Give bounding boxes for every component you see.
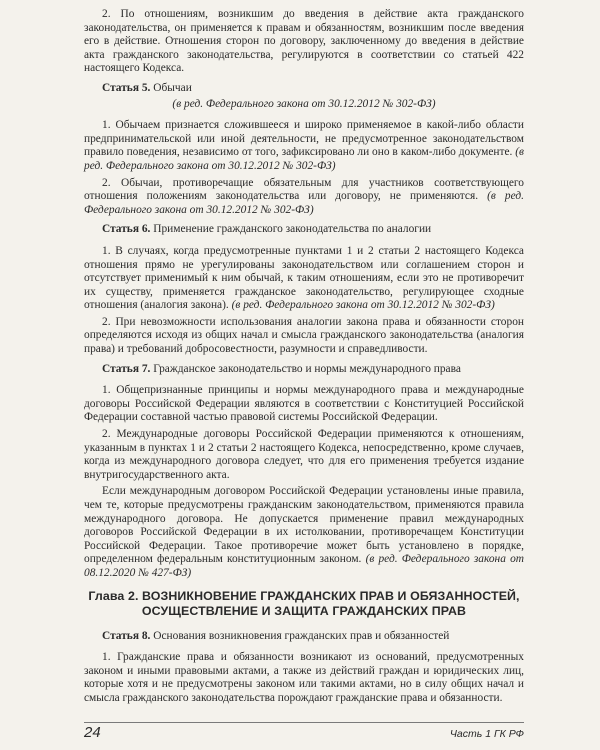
article-8-heading: Статья 8. Основания возникновения гражданских прав и обязанностей [102, 629, 450, 642]
paragraph-art6-2: 2. При невозможности использования аналогии закона права и обязанности сторон определяются исходя из общих начал и смысла гражданского законодательства (аналогия права) и требований добросовестности, разумности и справедливости. [84, 315, 524, 356]
page-number: 24 [84, 724, 101, 741]
paragraph-art7-3: Если международным договором Российской Федерации установлены иные правила, чем те, которые предусмотрены гражданским законодательством, применяются правила международного договора. Не допускается применение правил международных договоров Российской Федерации в их истолковании, противоречащем Конституции Российской Федерации. Такое противоречие может быть установлено в порядке, определенном федеральным конституционным законом. (в ред. Федерального закона от 08.12.2020 № 427-ФЗ) [84, 485, 524, 579]
paragraph-art7-2: 2. Международные договоры Российской Федерации применяются к отношениям, указанным в пунктах 1 и 2 статьи 2 настоящего Кодекса, непосредственно, кроме случаев, когда из международного договора следует, что для его применения требуется издание внутригосударственного акта. [84, 428, 524, 481]
paragraph-art5-2: 2. Обычаи, противоречащие обязательным для участников соответствующего отношения положениям законодательства или договору, не применяются. (в ред. Федерального закона от 30.12.2012 № 302-ФЗ) [84, 176, 524, 216]
footer-divider [84, 722, 524, 723]
paragraph-art7-1: 1. Общепризнанные принципы и нормы международного права и международные договоры Российской Федерации являются в соответствии с Конституцией Российской Федерации составной частью правовой системы Российской Федерации. [84, 384, 524, 424]
article-7-heading: Статья 7. Гражданское законодательство и нормы международного права [102, 362, 461, 375]
running-footer-label: Часть 1 ГК РФ [449, 728, 524, 740]
paragraph-art6-1: 1. В случаях, когда предусмотренные пунктами 1 и 2 статьи 2 настоящего Кодекса отношения прямо не урегулированы законодательством или соглашением сторон и отсутствует применимый к ним обычай, к таким отношениям, если это не противоречит их существу, применяется гражданское законодательство, регулирующее сходные отношения (аналогия закона). (в ред. Федерального закона от 30.12.2012 № 302-ФЗ) [84, 244, 524, 312]
paragraph-art4-2: 2. По отношениям, возникшим до введения в действие акта гражданского законодательства, он применяется к правам и обязанностям, возникшим после введения его в действие. Отношения сторон по договору, заключенному до введения в действие акта гражданского законодательства, регулируются в соответствии со статьей 422 настоящего Кодекса. [84, 8, 524, 75]
article-5-heading: Статья 5. Обычаи [102, 81, 192, 94]
article-6-heading: Статья 6. Применение гражданского законодательства по аналогии [102, 223, 432, 236]
chapter-2-title: Глава 2. ВОЗНИКНОВЕНИЕ ГРАЖДАНСКИХ ПРАВ И ОБЯЗАННОСТЕЙ, ОСУЩЕСТВЛЕНИЕ И ЗАЩИТА ГРАЖДАНСКИХ ПРАВ [88, 588, 520, 619]
paragraph-art5-1: 1. Обычаем признается сложившееся и широко применяемое в какой-либо области предпринимательской или иной деятельности, не предусмотренное законодательством правило поведения, независимо от того, зафиксировано ли оно в каком-либо документе. (в ред. Федерального закона от 30.12.2012 № 302-ФЗ) [84, 119, 524, 172]
article-5-edition-note: (в ред. Федерального закона от 30.12.2012 № 302-ФЗ) [172, 97, 436, 110]
paragraph-art8-1: 1. Гражданские права и обязанности возникают из оснований, предусмотренных законом и иными правовыми актами, а также из действий граждан и юридических лиц, которые хотя и не предусмотрены законом или такими актами, но в силу общих начал и смысла гражданского законодательства порождают гражданские права и обязанности. [84, 651, 524, 704]
